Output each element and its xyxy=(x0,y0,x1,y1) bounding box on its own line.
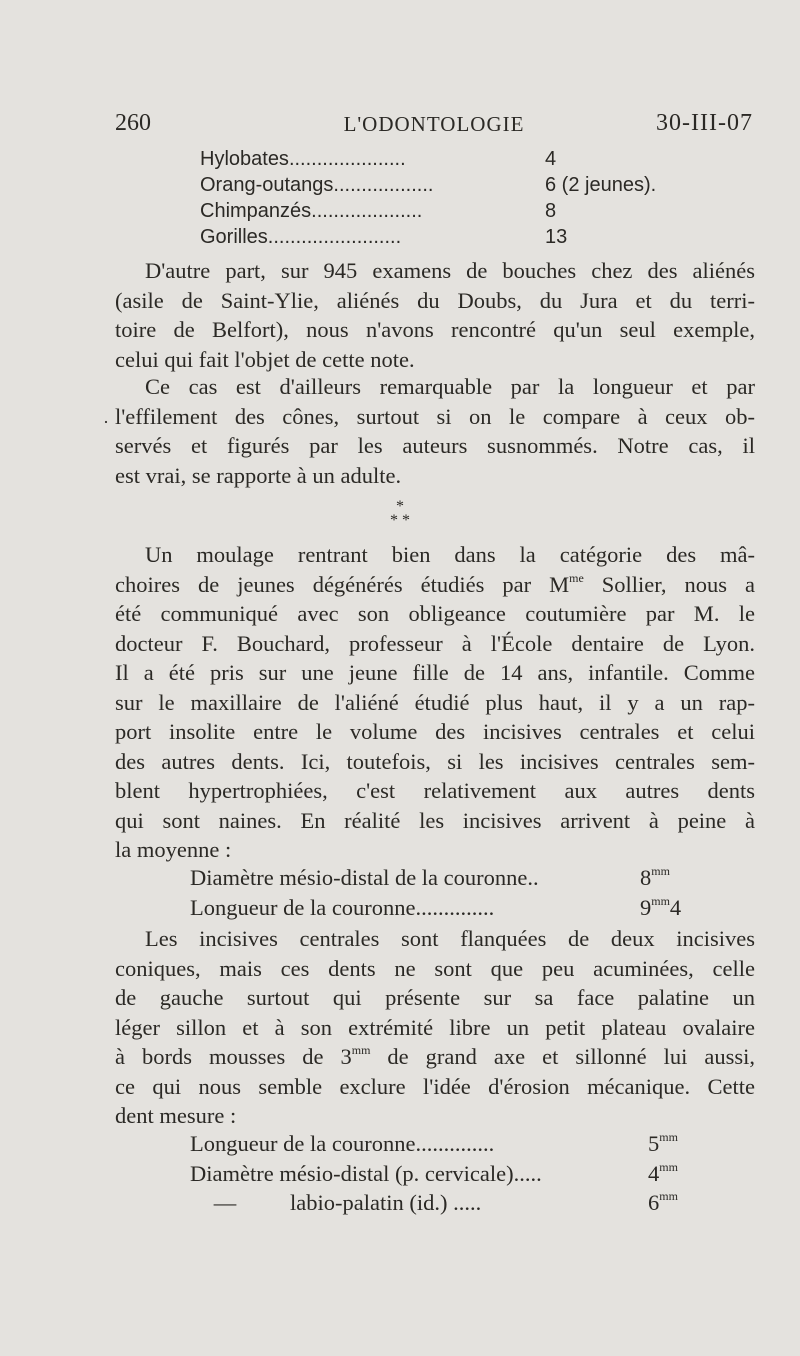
paragraph-3: Un moulage rentrant bien dans la catégorie des mâ- choires de jeunes dégénérés étudiés par $M^{me}$ Sollier, nous a été communiqué avec son obligeance coutumière par M. le docteur F. Bouchard, professeur à l'École dentaire de Lyon. Il a été pris sur une jeune fille de 14 ans, infantile. Comme sur le maxillaire de l'aliéné étudié plus haut, il y a un rap- port insolite entre le volume des incisives centrales et celui des autres dents. Ici, toutefois, si les incisives centrales sem- blent hypertrophiées, c'est relativement aux autres dents qui sont naines. En réalité les incisives arrivent à peine à la moyenne : xyxy=(115,542,755,862)
issue-date: 30-III-07 xyxy=(656,110,753,136)
list-item: Orang-outangs.................. 6 (2 jeunes). xyxy=(200,174,657,196)
measurement-row: Longueur de la couronne.............. $9^{mm}4$ xyxy=(190,893,682,920)
measurements-incisors xyxy=(190,863,710,922)
page-number: 260 xyxy=(115,110,151,136)
measurement-row: Diamètre mésio-distal (p. cervicale)..... $4^{mm}$ xyxy=(190,1159,678,1186)
list-item: Chimpanzés.................... 8 xyxy=(200,200,557,222)
page-header xyxy=(115,110,753,140)
list-item: Hylobates..................... 4 xyxy=(200,148,557,170)
paragraph-2: Ce cas est d'ailleurs remarquable par la longueur et par l'effilement des cônes, surtout si on le compare à ceux ob- servés et figurés par les auteurs susnommés. Notre cas, il est vrai, se rapporte à un adulte. xyxy=(115,374,755,488)
species-list xyxy=(200,146,760,250)
measurement-row: Diamètre mésio-distal de la couronne.. $8^{mm}$ xyxy=(190,864,670,890)
measurement-row: — labio-palatin (id.) ..... $6^{mm}$ xyxy=(213,1189,678,1215)
running-title: L'ODONTOLOGIE xyxy=(343,112,525,136)
margin-mark: · xyxy=(103,412,109,432)
measurements-lateral xyxy=(190,1129,710,1218)
list-item: Gorilles........................ 13 xyxy=(200,226,568,248)
paragraph-1: D'autre part, sur 945 examens de bouches chez des aliénés (asile de Saint-Ylie, aliénés du Doubs, du Jura et du terri- toire de Belfort), nous n'avons rencontré qu'un seul exemple, celui qui fait l'objet de cette note. xyxy=(115,258,755,372)
section-separator: * * * xyxy=(390,498,410,529)
measurement-row: Longueur de la couronne.............. $5^{mm}$ xyxy=(190,1130,678,1156)
paragraph-4: Les incisives centrales sont flanquées de deux incisives coniques, mais ces dents ne sont que peu acuminées, celle de gauche surtout qui présente sur sa face palatine un léger sillon et à son extrémité libre un petit plateau ovalaire à bords mousses de $3^{mm}$ de grand axe et sillonné lui aussi, ce qui nous semble exclure l'idée d'érosion mécanique. Cette dent mesure : xyxy=(115,926,755,1128)
